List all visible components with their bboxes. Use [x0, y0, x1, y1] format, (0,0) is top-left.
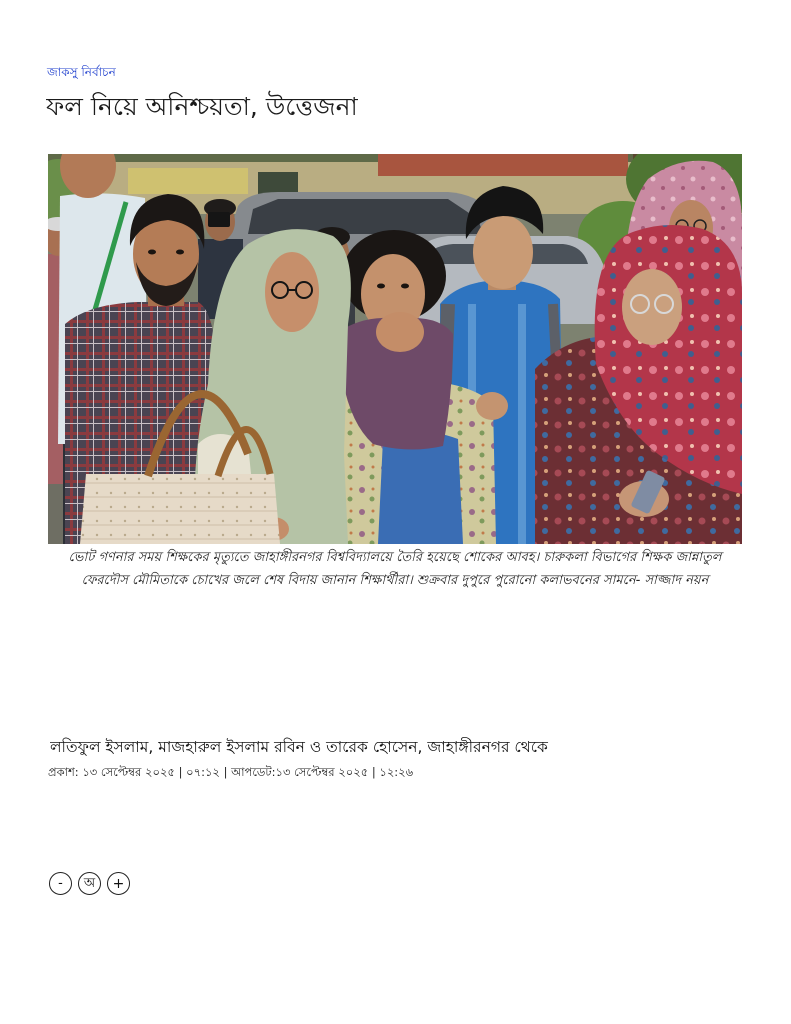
- dateline-separator: |: [223, 765, 228, 779]
- dateline-separator: |: [178, 765, 183, 779]
- article-photo-scene: [48, 154, 742, 544]
- updated-date: ১৩ সেপ্টেম্বর ২০২৫: [275, 765, 369, 779]
- photo-credit: সাজ্জাদ নয়ন: [644, 573, 709, 588]
- byline: লতিফুল ইসলাম, মাজহারুল ইসলাম রবিন ও তারেক হোসেন, জাহাঙ্গীরনগর থেকে: [50, 738, 548, 756]
- page-title: ফল নিয়ে অনিশ্চয়তা, উত্তেজনা: [46, 92, 358, 121]
- font-reset-button[interactable]: অ: [78, 872, 101, 895]
- article-photo: [48, 154, 742, 544]
- dateline-separator: |: [371, 765, 376, 779]
- font-decrease-button[interactable]: -: [49, 872, 72, 895]
- updated-label: আপডেট:: [231, 765, 276, 779]
- photo-caption-text: ভোট গণনার সময় শিক্ষকের মৃত্যুতে জাহাঙ্গীরনগর বিশ্ববিদ্যালয়ে তৈরি হয়েছে শোকের আবহ। চারুকলা বিভাগের শিক্ষক জান্নাতুল ফেরদৌস মৌমিতাকে চোখের জলে শেষ বিদায় জানান শিক্ষার্থীরা। শুক্রবার দুপুরে পুরোনো কলাভবনের সামনে-: [68, 550, 722, 588]
- published-date: ১৩ সেপ্টেম্বর ২০২৫: [82, 765, 175, 779]
- published-label: প্রকাশ:: [48, 765, 79, 779]
- font-increase-button[interactable]: +: [107, 872, 130, 895]
- published-time: ০৭:১২: [186, 765, 220, 779]
- dateline: [48, 764, 748, 780]
- updated-time: ১২:২৬: [379, 765, 414, 779]
- font-size-controls: [49, 872, 130, 895]
- category-link[interactable]: জাকসু নির্বাচন: [47, 65, 116, 79]
- photo-caption: [48, 546, 742, 592]
